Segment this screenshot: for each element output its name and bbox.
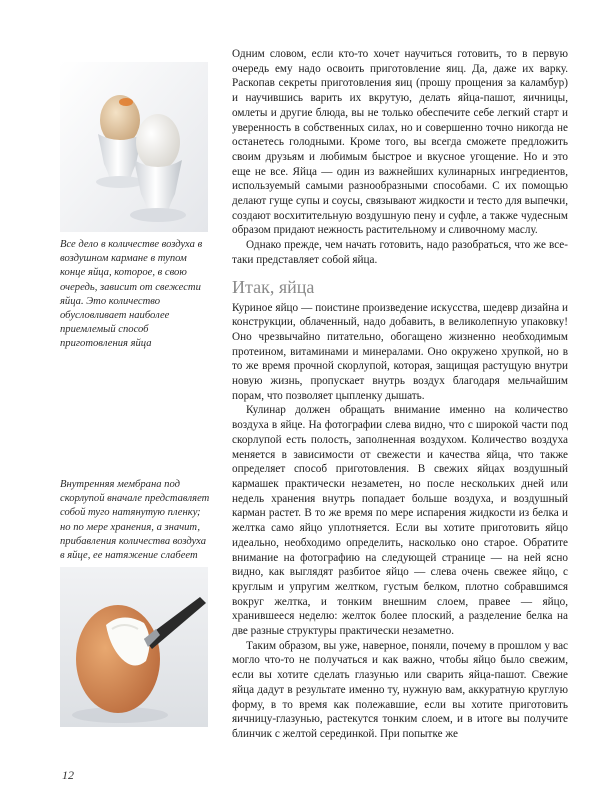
intro-paragraph-2: Однако прежде, чем начать готовить, надо разобраться, что же все-таки представляет собой яйца.: [232, 239, 568, 266]
intro-paragraph-1: Одним словом, если кто-то хочет научиться готовить, то в первую очередь ему надо освоить приготовление яиц. Да, даже их варку. Раскопав секреты приготовления яиц (прошу прощения за каламбур) и научившись варить их вкрутую, делать яйца-пашот, яичницы, омлеты и другие блюда, вы не только обеспечите себе легкий старт и уверенность в собственных силах, но и совершенно точно никогда не останетесь голодными. Кроме того, вы всегда сможете предложить своим друзьям и любимым быстрое и вкусное угощение. Но и это еще не все. Яйца — один из важнейших кулинарных ингредиентов, используемый самыми разнообразными способами. С их помощью делают гуще супы и соусы, связывают жидкости и тесто для выпечки, создают восхитительную воздушную пену и суфле, а также чудесным образом придают нежность растительному и сливочному маслу.: [232, 48, 568, 237]
section-paragraph-1: Куриное яйцо — поистине произведение искусства, шедевр дизайна и конструкции, облаченный, надо добавить, в великолепную упаковку! Оно чрезвычайно питательно, обогащено жизненно необходимым протеином, витаминами и минералами. Оно окружено хрупкой, но в то же время прочной скорлупой, которая, защищая растущую внутри новую жизнь, пропускает внутрь воздух благодаря мельчайшим порам, что позволяет цыпленку дышать.: [232, 301, 568, 402]
membrane-caption: Внутренняя мембрана под скорлупой вначале представляет собой туго натянутую пленку; но по мере хранения, а значит, прибавления количества воздуха в яйце, ее натяжение слабеет: [60, 479, 210, 562]
section-heading: Итак, яйца: [232, 276, 315, 297]
section-paragraph-2: Кулинар должен обращать внимание именно на количество воздуха в яйце. На фотографии слева видно, что с широкой части под скорлупой есть полость, заполненная воздухом. Количество воздуха меняется в зависимости от свежести и качества яйца, что также определяет способ приготовления. В свежих яйцах воздушный кармашек практически незаметен, но после нескольких дней или недель хранения внутрь попадает больше воздуха, и воздушный карман растет. В то же время по мере испарения жидкости из белка и желтка само яйцо уплотняется. Если вы хотите приготовить яйцо идеально, необходимо определить, насколько оно старое. Обратите внимание на фотографию на следующей странице — на ней ясно видно, как выглядят разбитое яйцо — слева очень свежее яйцо, с круглым и упругим желтком, густым белком, плотно собравшимся вокруг желтка, и тонким внешним слоем, правее — яйцо, хранившееся неделю: желток более плоский, а разделение белка на две разные структуры практически незаметно.: [232, 404, 568, 638]
section-paragraph-3: Таким образом, вы уже, наверное, поняли, почему в прошлом у вас могло что-то не получаться и как важно, чтобы яйцо было свежим, если вы хотите сделать глазунью или сварить яйца-пашот. Свежие яйца дадут в результате именно ту, нужную вам, аккуратную круглую форму, в то время как полежавшие, если вы хотите приготовить яичницу-глазунью, растекутся тонким слоем, и в итоге вы получите блинчик с желтой серединкой. При попытке же: [232, 639, 568, 740]
page-number: 12: [62, 768, 74, 782]
peeled-egg-photo: [60, 567, 208, 727]
egg-cups-caption: Все дело в количестве воздуха в воздушном кармане в тупом конце яйца, которое, в свою очередь, зависит от свежести яйца. Это количество обусловливает наиболее приемлемый способ приготовления яйца: [60, 239, 203, 350]
egg-cups-photo: [60, 62, 208, 232]
main-text-column: [232, 47, 568, 742]
peeled-egg-icon: [60, 567, 208, 727]
egg-cups-icon: [60, 62, 208, 232]
